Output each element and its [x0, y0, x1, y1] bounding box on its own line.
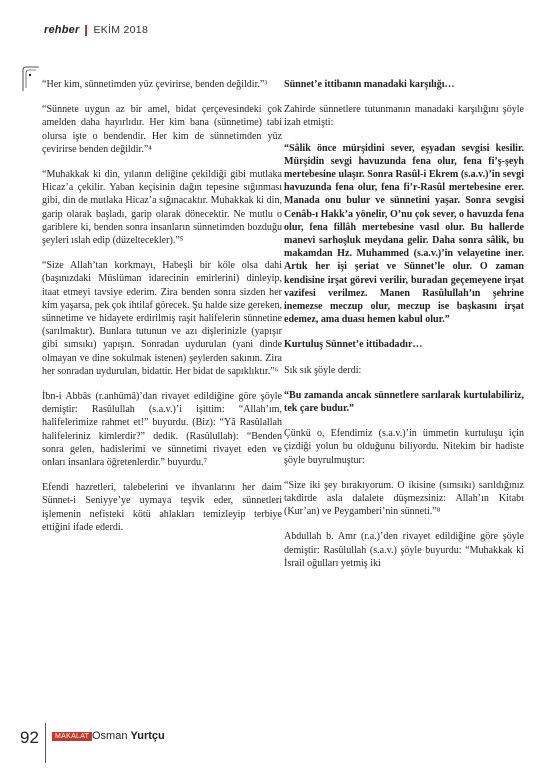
left-column [42, 78, 282, 546]
right-paragraph: “Sâlik önce mürşidini sever, eşyadan sevgisi kesilir. Mürşidin sevgi havuzunda fena olur, fena fi’ş-şeyh mertebesine ulaşır. Sonra Rasûl-i Ekrem (s.a.v.)’in sevgi havuzunda fena olur, fena fi’r-Rasûl mertebesine erer. Manada onu bulur ve sünnetini yaşar. Sonra sevgisi Cenâb-ı Hakk’a yönelir, O’nu çok sever, o havuzda fena olur, fena fillâh mertebesine vasıl olur. Bu hallerde manevi sarhoşluk meydana gelir. Daha sonra sâlik, bu makamdan Hz. Muhammed (s.a.v.)’in velayetine iner. Artık her işi şeriat ve Sünnet’le olur. O zaman kendisine irşat görevi verilir, buradan geçemeyene irşat vazifesi verilmez. Manen Rasûlullah’ın şehrine inemezse meczup olur, meczup ise başkasını irşat edemez, ama duası hemen kabul olur.” [284, 142, 524, 326]
right-paragraph: Zahirde sünnetlere tutunmanın manadaki karşılığını şöyle izah etmişti: [284, 104, 524, 129]
left-paragraph: “Her kim, sünnetimden yüz çevirirse, benden değildir.”³ [42, 79, 268, 90]
right-paragraph: Abdullah b. Amr (r.a.)’den rivayet edildiğine göre şöyle demiştir: Rasûlullah (s.a.v.) şöyle buyurdu: “Muhakkak ki İsrail oğulları yetmiş iki [284, 531, 524, 569]
left-paragraph: “Sünnete uygun az bir amel, bidat çerçevesindeki çok amelden daha hayırlıdır. Her kim bana (sünnetime) tabi olursa işte o bendendir. Her kim de sünnetimden yüz çevirirse benden değildir.”⁴ [42, 104, 282, 155]
right-paragraph: Sünnet’e ittibanın manadaki karşılığı… [284, 79, 455, 90]
left-paragraph: “Size Allah’tan korkmayı, Habeşli bir köle olsa dahi (başınızdaki Müslüman idarecinin emirlerini) dinleyip, itaat etmeyi tavsiye ederim. Zira benden sonra sizden her kim yaşarsa, pek çok ihtilaf görecek. Şu halde size gereken, sünnetime ve hidayete erdirilmiş raşit halifelerin sünnetine (sarılmaktır). Bunlara tutunun ve azı dişlerinizle (yapışır gibi sımsıkı) yapışın. Sonradan uydurulan (yani dinde olmayan ve dine sokulmak istenen) şeylerden sakının. Zira her sonradan uydurulan, bidattir. Her bidat de sapıklıktır.”⁶ [42, 260, 282, 377]
page-footer [0, 723, 553, 751]
magazine-logo: rehber [44, 24, 80, 36]
footer-divider [45, 723, 46, 763]
author-name [92, 730, 165, 742]
right-paragraph: Sık sık şöyle derdi: [284, 364, 362, 376]
left-paragraph: İbn-i Abbâs (r.anhümâ)’dan rivayet edildiğine göre şöyle demiştir: Rasûlullah (s.a.v.)’i işittim: “Allah’ım, halifelerimize rahmet et!” buyurdu. (Biz): “Yâ Rasûlallah halifeleriniz kimlerdir?” dedik. (Rasûlullah): “Benden sonra gelen, hadislerimi ve sünnetimi rivayet eden ve onları insanlara öğretenlerdir.” buyurdu.⁷ [42, 391, 282, 469]
left-paragraph: Efendi hazretleri, talebelerini ve ihvanlarını her daim Sünnet-i Seniyye’ye uymaya teşvik eder, sünnetleri işlemenin nefisteki kötü ahlakları temizleyip terbiye ettiğini ifade ederdi. [42, 482, 282, 533]
header-separator [85, 25, 87, 36]
issue-date: EKİM 2018 [93, 24, 149, 36]
corner-ornament-icon [22, 66, 40, 92]
page-number: 92 [20, 728, 39, 747]
author-first-name: Osman [92, 730, 128, 742]
left-paragraph: “Muhakkak ki din, yılanın deliğine çekildiği gibi mutlaka Hicaz’a çekilir. Yaban keçisinin dağın tepesine sığınması gibi, din de mutlaka Hicaz’a sığınacaktır. Muhakkak ki din, garip olarak başladı, garip olarak dönecektir. Ne mutlu o gariblere ki, benden sonra insanların sünnetimden bozduğu şeyleri ıslah edip (düzeltecekler).”⁵ [42, 169, 282, 247]
author-last-name: Yurtçu [130, 730, 165, 742]
right-paragraph: “Bu zamanda ancak sünnetlere sarılarak kurtulabiliriz, tek çare budur.” [284, 389, 524, 415]
right-paragraph: Kurtuluş Sünnet’e ittibadadır… [284, 339, 423, 351]
section-label: MAKALAT [52, 732, 92, 741]
right-paragraph: “Size iki şey bırakıyorum. O ikisine (sımsıkı) sarıldığınız takdirde asla dalalete düşmezsiniz: Allah’ın Kitabı (Kur’an) ve Peygamberi’nin sünneti.”⁸ [284, 479, 524, 518]
page-header [44, 22, 148, 38]
right-paragraph: Çünkü o, Efendimiz (s.a.v.)’in ümmetin kurtuluşu için çizdiği yolun bu olduğunu biliyordu. Nitekim bir hadiste şöyle buyrulmuştur: [284, 428, 524, 466]
right-column [284, 78, 524, 582]
